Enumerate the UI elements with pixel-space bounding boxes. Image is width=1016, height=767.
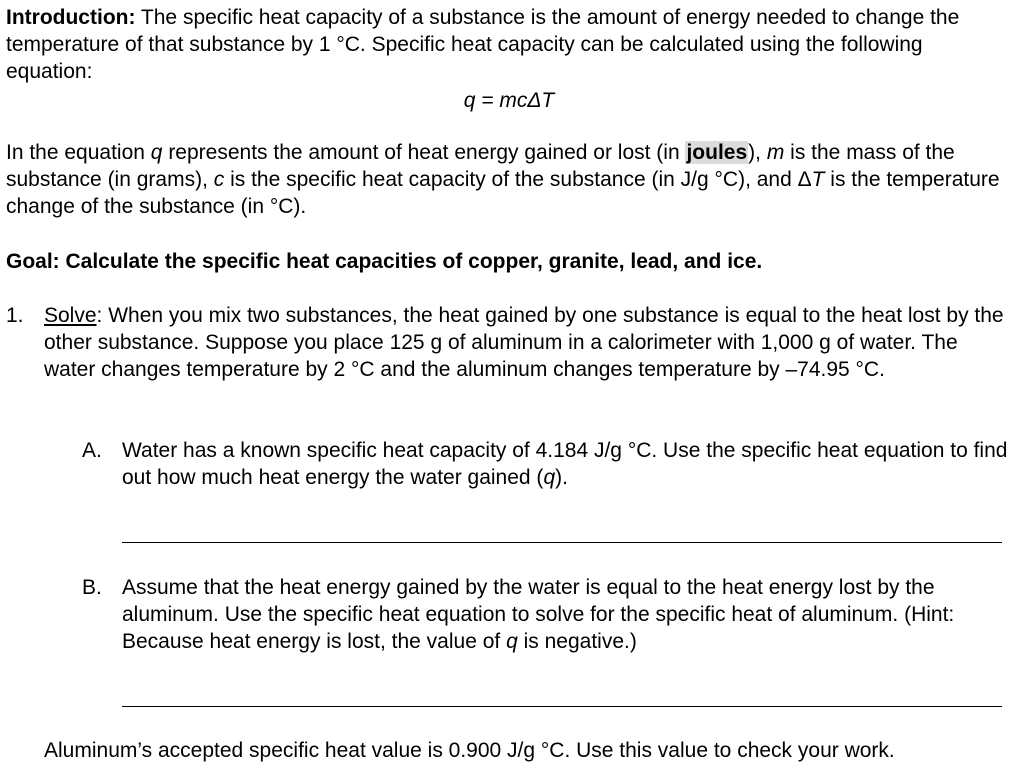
highlighted-joules: joules [686,141,748,164]
explain-text-4: is the mass of the substance (in grams), [6,141,955,191]
question-1a-text [122,437,1012,491]
explain-text-6: is the temperature change of the substance (in °C). [6,168,1000,218]
question-1b [82,574,1012,655]
question-1a [82,437,1012,491]
goal-statement: Goal: Calculate the specific heat capacities of copper, granite, lead, and ice. [6,250,763,273]
question-1 [6,302,1012,383]
question-1b-text [122,574,1012,655]
introduction-paragraph [6,4,1006,85]
var-m: m [766,141,785,164]
question-1a-text-1: Water has a known specific heat capacity of 4.184 J/g °C. Use the specific heat equation to find out how much heat energy the water gained ( [122,439,1008,489]
explain-text-3: ), [748,141,767,164]
question-1-body [44,302,1012,383]
accepted-value-note: Aluminum’s accepted specific heat value is 0.900 J/g °C. Use this value to check your work. [44,739,895,762]
explain-text-2: represents the amount of heat energy gained or lost (in [162,141,686,164]
specific-heat-equation: q = mcΔT [463,89,555,112]
introduction-label: Introduction: [6,6,136,29]
answer-line-b[interactable] [122,706,1002,707]
question-1b-text-2: is negative.) [517,630,637,653]
introduction-text: The specific heat capacity of a substance is the amount of energy needed to change the temperature of that substance by 1 °C. Specific heat capacity can be calculated using the following equation: [6,6,960,83]
question-1b-letter: B. [82,576,102,599]
solve-label: Solve [44,304,97,327]
equation-explanation [6,139,1012,220]
var-c: c [213,168,225,191]
question-1b-var-q: q [506,630,518,653]
explain-text-5: is the specific heat capacity of the substance (in J/g °C), and Δ [224,168,812,191]
question-1-number: 1. [6,304,24,327]
question-1a-var-q: q [543,466,556,489]
question-1a-letter: A. [82,439,102,462]
answer-line-a[interactable] [122,542,1002,543]
explain-text-1: In the equation [6,141,151,164]
question-1a-text-2: ). [555,466,568,489]
var-t: T [811,168,825,191]
question-1-text: : When you mix two substances, the heat gained by one substance is equal to the heat lost by the other substance. Suppose you place 125 g of aluminum in a calorimeter with 1,000 g of water. The water changes temperature by 2 °C and the aluminum changes temperature by –74.95 °C. [44,304,1004,381]
var-q: q [150,141,163,164]
question-1b-text-1: Assume that the heat energy gained by the water is equal to the heat energy lost by the aluminum. Use the specific heat equation to solve for the specific heat of aluminum. (Hint: Because heat energy is lost, the value of [122,576,955,653]
